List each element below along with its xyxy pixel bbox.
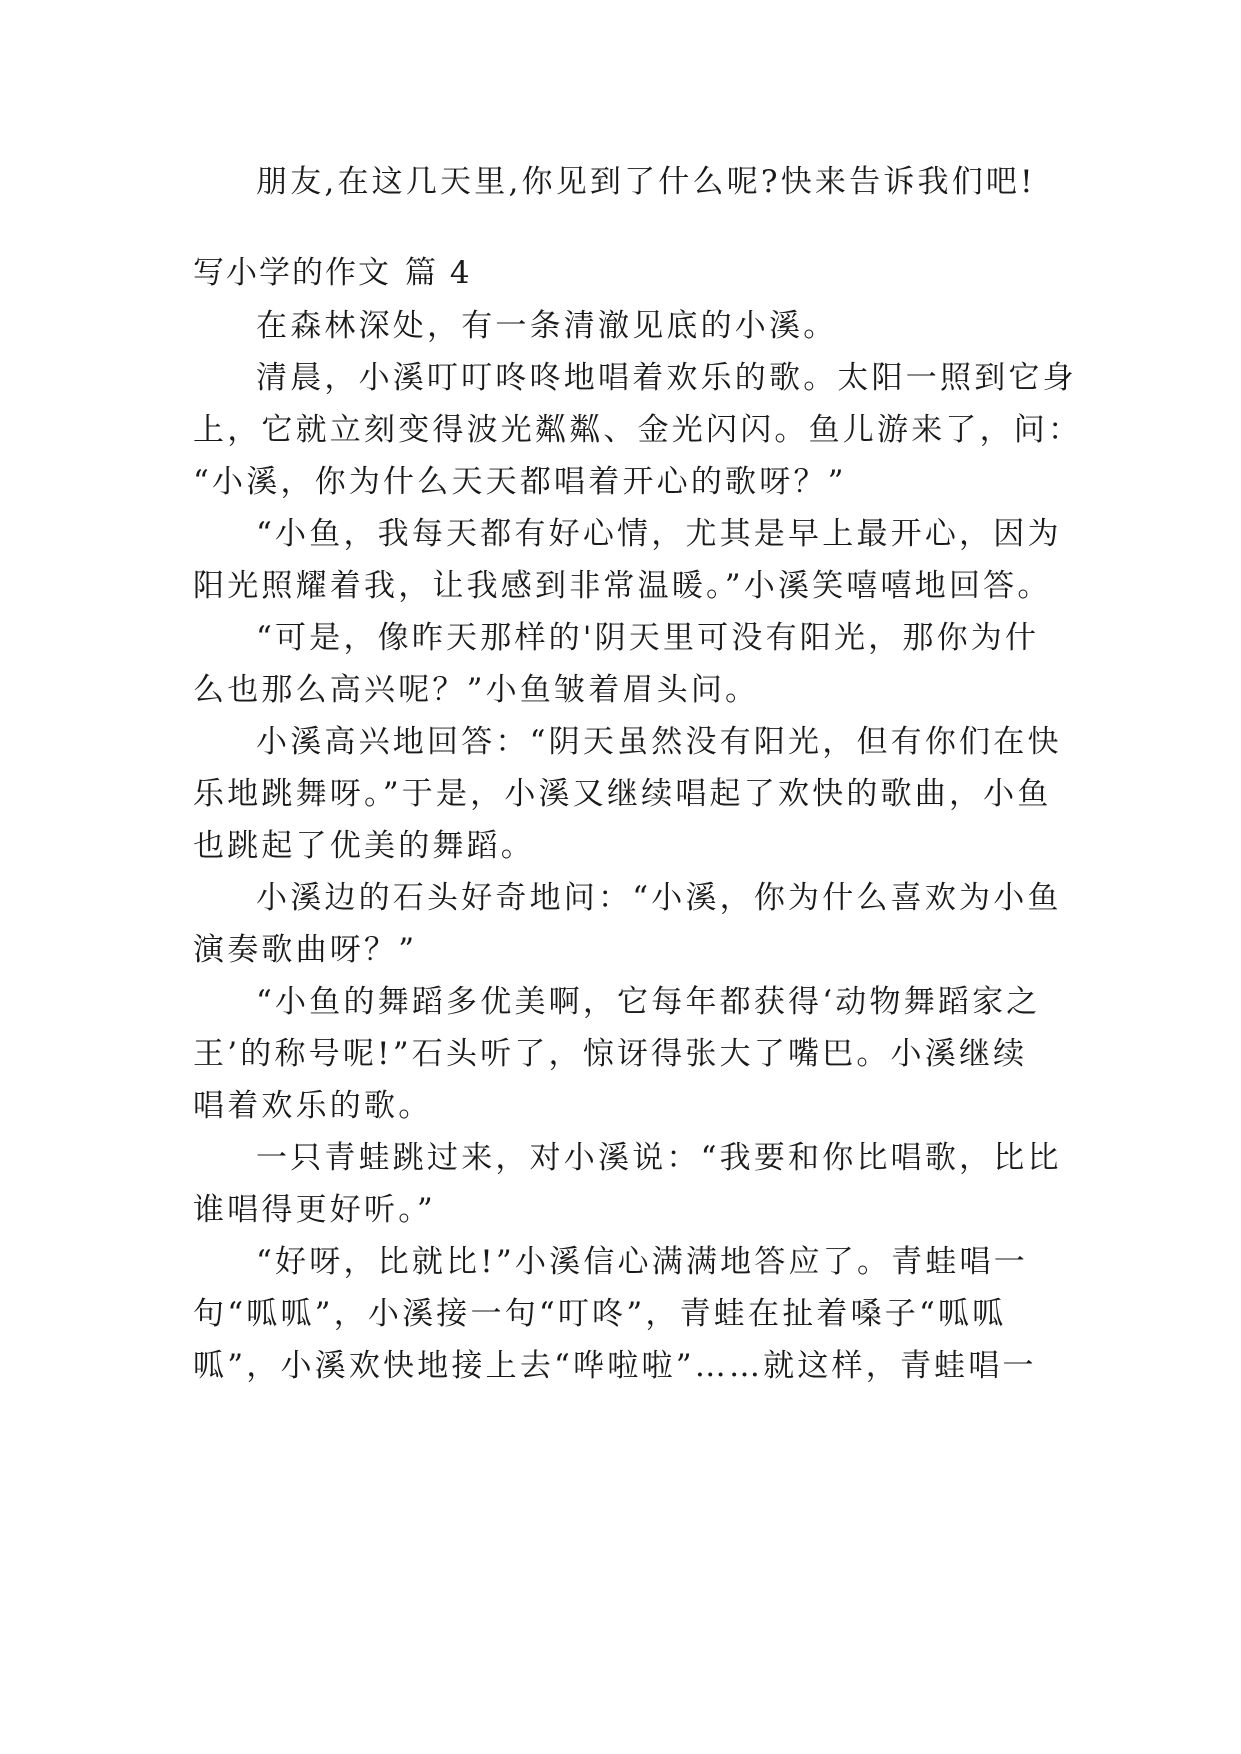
section-number: 篇 4	[405, 255, 472, 291]
body-line: 唱着欢乐的歌。	[193, 1088, 433, 1124]
body-line: 一只青蛙跳过来，对小溪说：“我要和你比唱歌，比比	[256, 1140, 1062, 1176]
body-line: 句“呱呱”，小溪接一句“叮咚”，青蛙在扯着嗓子“呱呱	[193, 1296, 1007, 1332]
body-line: 小溪高兴地回答：“阴天虽然没有阳光，但有你们在快	[256, 724, 1062, 760]
body-line: 谁唱得更好听。”	[193, 1192, 436, 1228]
body-line: “小鱼，我每天都有好心情，尤其是早上最开心，因为	[256, 516, 1062, 552]
body-line: 呱”，小溪欢快地接上去“哗啦啦”……就这样，青蛙唱一	[193, 1348, 1037, 1384]
section-heading	[193, 253, 472, 293]
body-line: 演奏歌曲呀？”	[193, 932, 418, 968]
body-line: 乐地跳舞呀。”于是，小溪又继续唱起了欢快的歌曲，小鱼	[193, 776, 1052, 812]
body-line: “小溪，你为什么天天都唱着开心的歌呀？”	[193, 464, 847, 500]
body-line: “可是，像昨天那样的'阴天里可没有阳光，那你为什	[256, 620, 1040, 656]
intro-line: 朋友,在这几天里,你见到了什么呢?快来告诉我们吧!	[256, 164, 1036, 200]
body-line: “小鱼的舞蹈多优美啊，它每年都获得‘动物舞蹈家之	[256, 984, 1041, 1020]
body-line: 也跳起了优美的舞蹈。	[193, 828, 535, 864]
section-title: 写小学的作文	[193, 255, 391, 291]
body-line: 么也那么高兴呢？”小鱼皱着眉头问。	[193, 672, 760, 708]
body-line: 王’的称号呢!”石头听了，惊讶得张大了嘴巴。小溪继续	[193, 1036, 1028, 1072]
body-line: 在森林深处，有一条清澈见底的小溪。	[256, 308, 838, 344]
body-line: 阳光照耀着我，让我感到非常温暖。”小溪笑嘻嘻地回答。	[193, 568, 1052, 604]
body-line: 上，它就立刻变得波光粼粼、金光闪闪。鱼儿游来了，问：	[193, 412, 1083, 448]
body-line: 小溪边的石头好奇地问：“小溪，你为什么喜欢为小鱼	[256, 880, 1062, 916]
body-line: “好呀，比就比!”小溪信心满满地答应了。青蛙唱一	[256, 1244, 1028, 1280]
body-line: 清晨，小溪叮叮咚咚地唱着欢乐的歌。太阳一照到它身	[256, 360, 1077, 396]
